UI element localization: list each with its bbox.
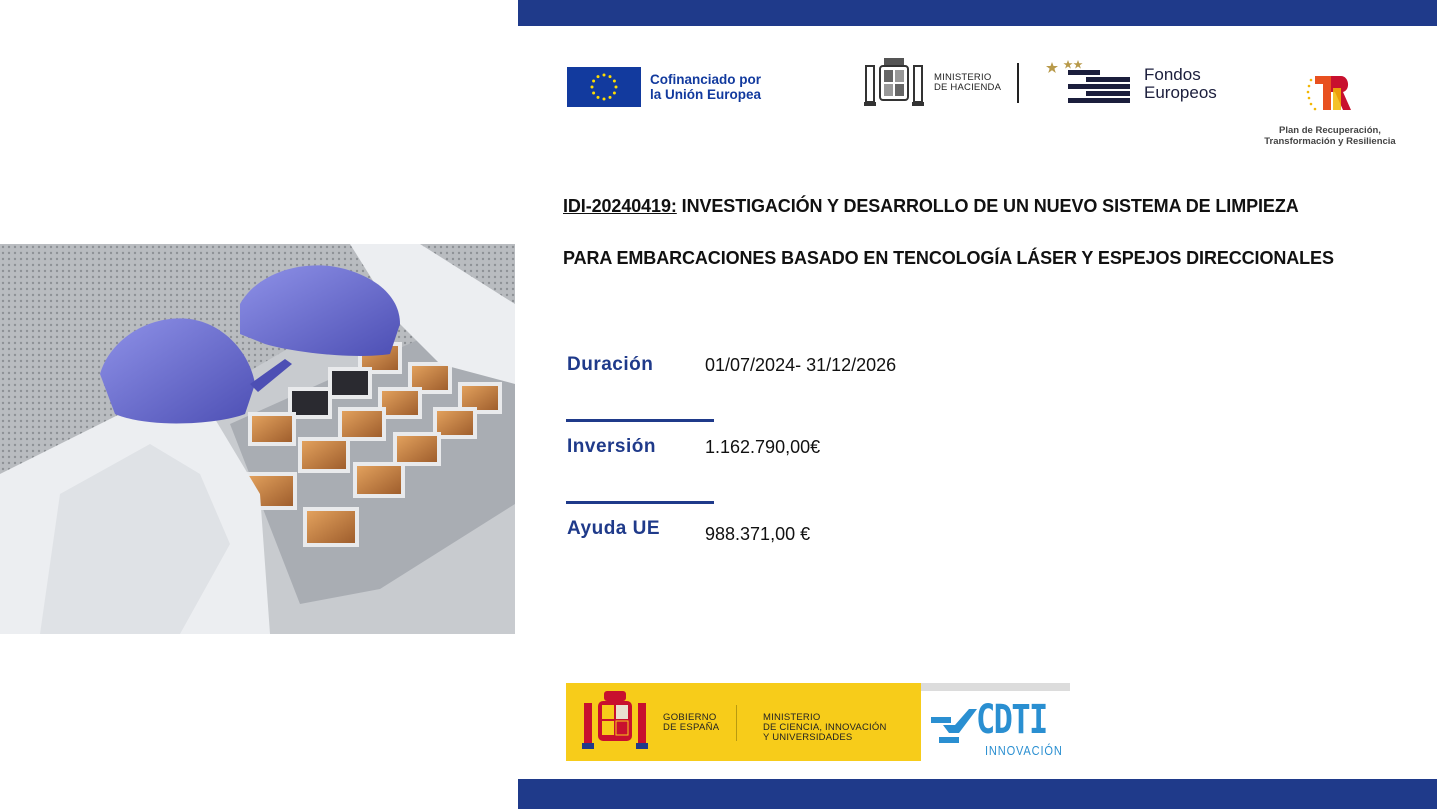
ministerio-text-line1: MINISTERIO (763, 712, 821, 723)
gobierno-ministerio-ciencia-logo (566, 683, 921, 761)
project-title-line2: PARA EMBARCACIONES BASADO EN TENCOLOGÍA LÁSER Y ESPEJOS DIRECCIONALES (563, 248, 1334, 268)
fondos-europeos-logo (1046, 60, 1217, 108)
cdti-subtitle: INNOVACIÓN (985, 743, 1063, 758)
inversion-label: Inversión (567, 436, 656, 457)
eu-text-line2: la Unión Europea (650, 87, 762, 102)
ministerio-hacienda-logo (862, 56, 1019, 110)
ministerio-text-line2: DE CIENCIA, INNOVACIÓN (763, 722, 887, 733)
fondos-text-line1: Fondos (1144, 65, 1201, 84)
hacienda-text-line1: MINISTERIO (934, 72, 992, 83)
divider-rule (566, 419, 714, 422)
fondos-text-line2: Europeos (1144, 83, 1217, 102)
eu-text-line1: Cofinanciado por (650, 71, 761, 87)
cdti-name: CDTI (976, 697, 1047, 743)
project-title-line1-text: INVESTIGACIÓN Y DESARROLLO DE UN NUEVO SISTEMA DE LIMPIEZA (676, 196, 1299, 216)
hacienda-text-line2: DE HACIENDA (934, 82, 1002, 93)
cdti-logo (921, 683, 1070, 761)
eu-flag-icon (567, 67, 641, 107)
gobierno-text-line1: GOBIERNO (663, 712, 717, 723)
cdti-mark-icon (929, 703, 981, 751)
prtr-text-line2: Transformación y Resiliencia (1264, 136, 1396, 147)
ayuda-value: 988.371,00 € (705, 524, 811, 544)
top-banner-bar (518, 0, 1437, 26)
eu-cofinanced-logo (567, 67, 761, 107)
gobierno-text-line2: DE ESPAÑA (663, 722, 720, 733)
prtr-text-line1: Plan de Recuperación, (1279, 125, 1381, 136)
ministerio-text-line3: Y UNIVERSIDADES (763, 732, 853, 743)
bottom-banner-bar (518, 779, 1437, 809)
project-title-line1 (563, 196, 1299, 217)
ayuda-label: Ayuda UE (567, 518, 661, 539)
spain-coat-of-arms-icon (862, 56, 926, 110)
plan-recuperacion-logo (1257, 70, 1403, 147)
logo-divider (736, 705, 737, 741)
project-code: IDI-20240419: (563, 196, 677, 216)
inversion-value: 1.162.790,00€ (705, 437, 821, 457)
logo-divider (1017, 63, 1019, 103)
fondos-europeos-icon (1046, 60, 1132, 108)
divider-rule (566, 501, 714, 504)
lab-photo (0, 244, 515, 634)
prtr-mark-icon (1305, 70, 1355, 116)
duracion-label: Duración (567, 354, 654, 375)
spain-coat-of-arms-color-icon (580, 691, 650, 753)
duracion-value: 01/07/2024- 31/12/2026 (705, 355, 897, 375)
lab-photo-illustration (0, 244, 515, 634)
